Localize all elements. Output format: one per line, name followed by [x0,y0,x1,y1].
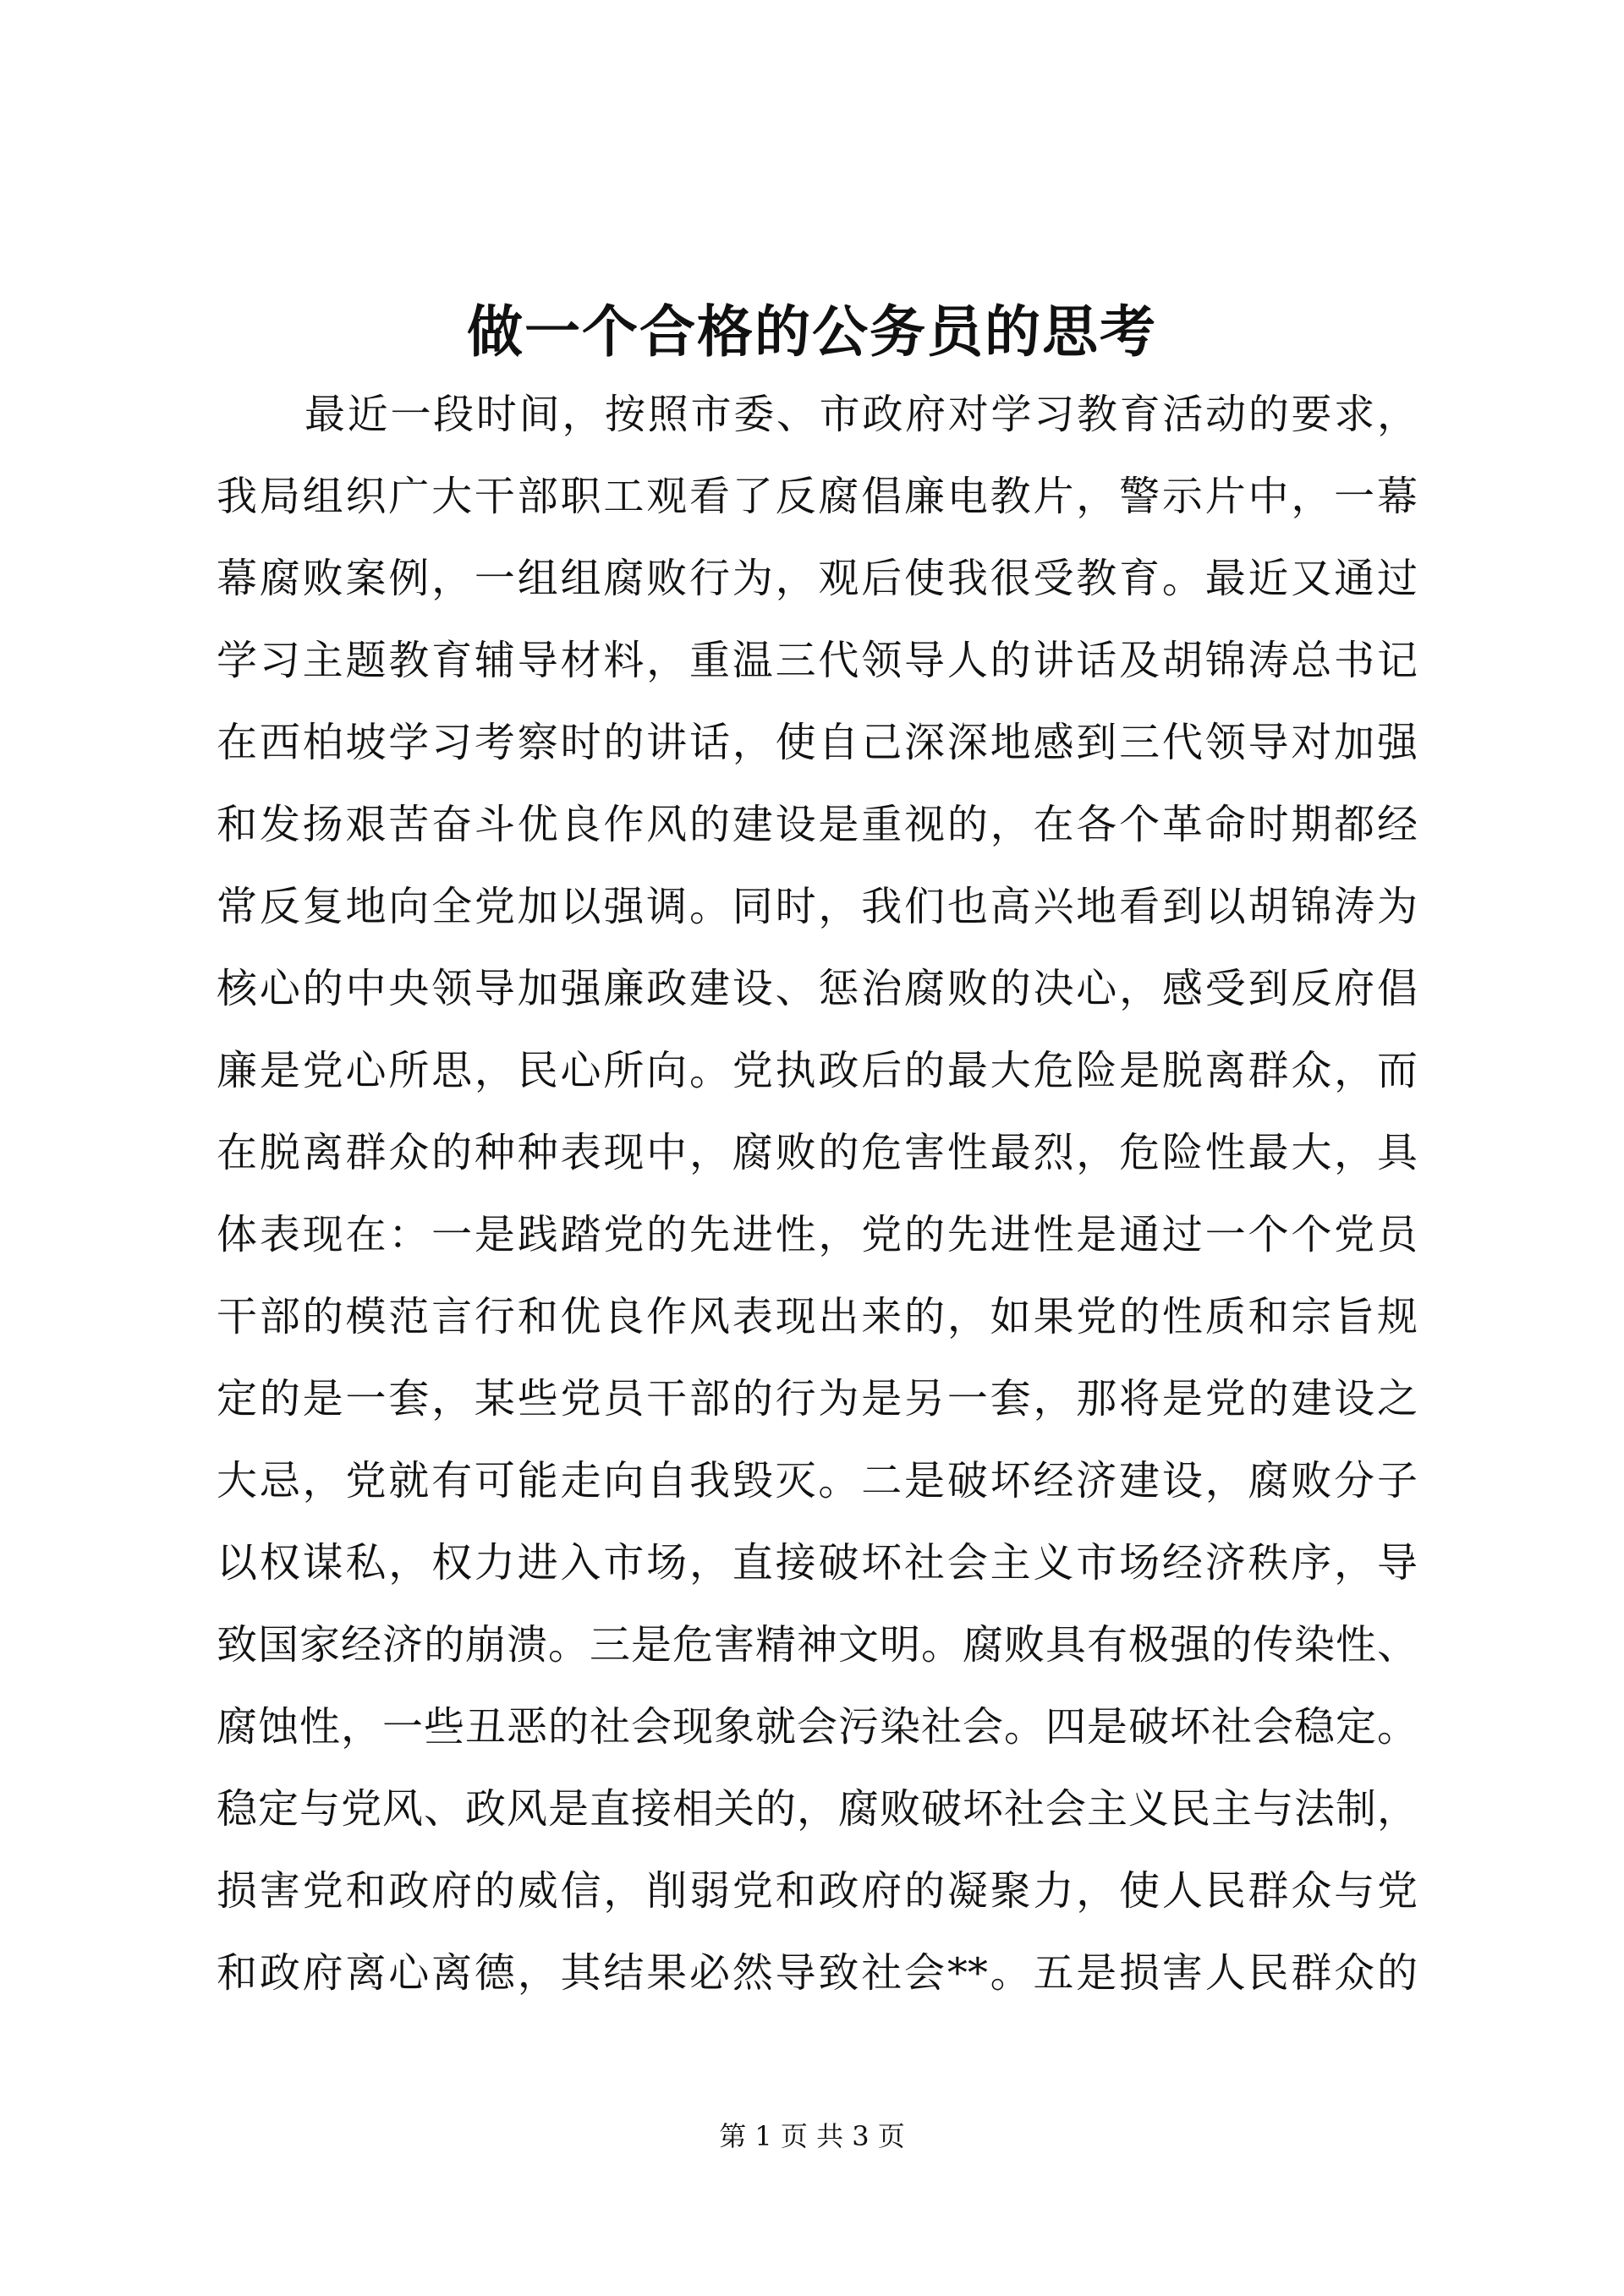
body-line: 幕腐败案例，一组组腐败行为，观后使我很受教育。最近又通过 [217,555,1418,602]
body-line: 腐蚀性，一些丑恶的社会现象就会污染社会。四是破坏社会稳定。 [217,1703,1418,1751]
body-line: 大忌，党就有可能走向自我毁灭。二是破坏经济建设，腐败分子 [217,1457,1418,1504]
body-text [217,374,1418,2014]
body-line: 最近一段时间，按照市委、市政府对学习教育活动的要求， [304,391,1418,438]
body-line: 稳定与党风、政风是直接相关的，腐败破坏社会主义民主与法制， [217,1785,1418,1833]
body-line: 核心的中央领导加强廉政建设、惩治腐败的决心，感受到反府倡 [217,965,1418,1012]
body-line: 在脱离群众的种种表现中，腐败的危害性最烈，危险性最大，具 [217,1129,1418,1176]
body-line: 体表现在：一是践踏党的先进性，党的先进性是通过一个个党员 [217,1211,1418,1258]
page-title: 做一个合格的公务员的思考 [467,299,1157,364]
page-footer: 第 1 页 共 3 页 [719,2120,905,2152]
body-line: 学习主题教育辅导材料，重温三代领导人的讲话及胡锦涛总书记 [217,637,1418,684]
body-line: 在西柏坡学习考察时的讲话，使自己深深地感到三代领导对加强 [217,719,1418,766]
body-line: 损害党和政府的威信，削弱党和政府的凝聚力，使人民群众与党 [217,1867,1418,1915]
body-line: 以权谋私，权力进入市场，直接破坏社会主义市场经济秩序，导 [217,1539,1418,1586]
body-line: 我局组织广大干部职工观看了反腐倡廉电教片，警示片中，一幕 [217,473,1418,520]
body-line: 廉是党心所思，民心所向。党执政后的最大危险是脱离群众，而 [217,1047,1418,1094]
body-line: 干部的模范言行和优良作风表现出来的，如果党的性质和宗旨规 [217,1293,1418,1340]
body-line: 常反复地向全党加以强调。同时，我们也高兴地看到以胡锦涛为 [217,883,1418,930]
body-line: 致国家经济的崩溃。三是危害精神文明。腐败具有极强的传染性、 [217,1621,1418,1669]
body-line: 和政府离心离德，其结果必然导致社会**。五是损害人民群众的 [217,1949,1418,1997]
body-line: 和发扬艰苦奋斗优良作风的建设是重视的，在各个革命时期都经 [217,801,1418,848]
body-line: 定的是一套，某些党员干部的行为是另一套，那将是党的建设之 [217,1375,1418,1422]
